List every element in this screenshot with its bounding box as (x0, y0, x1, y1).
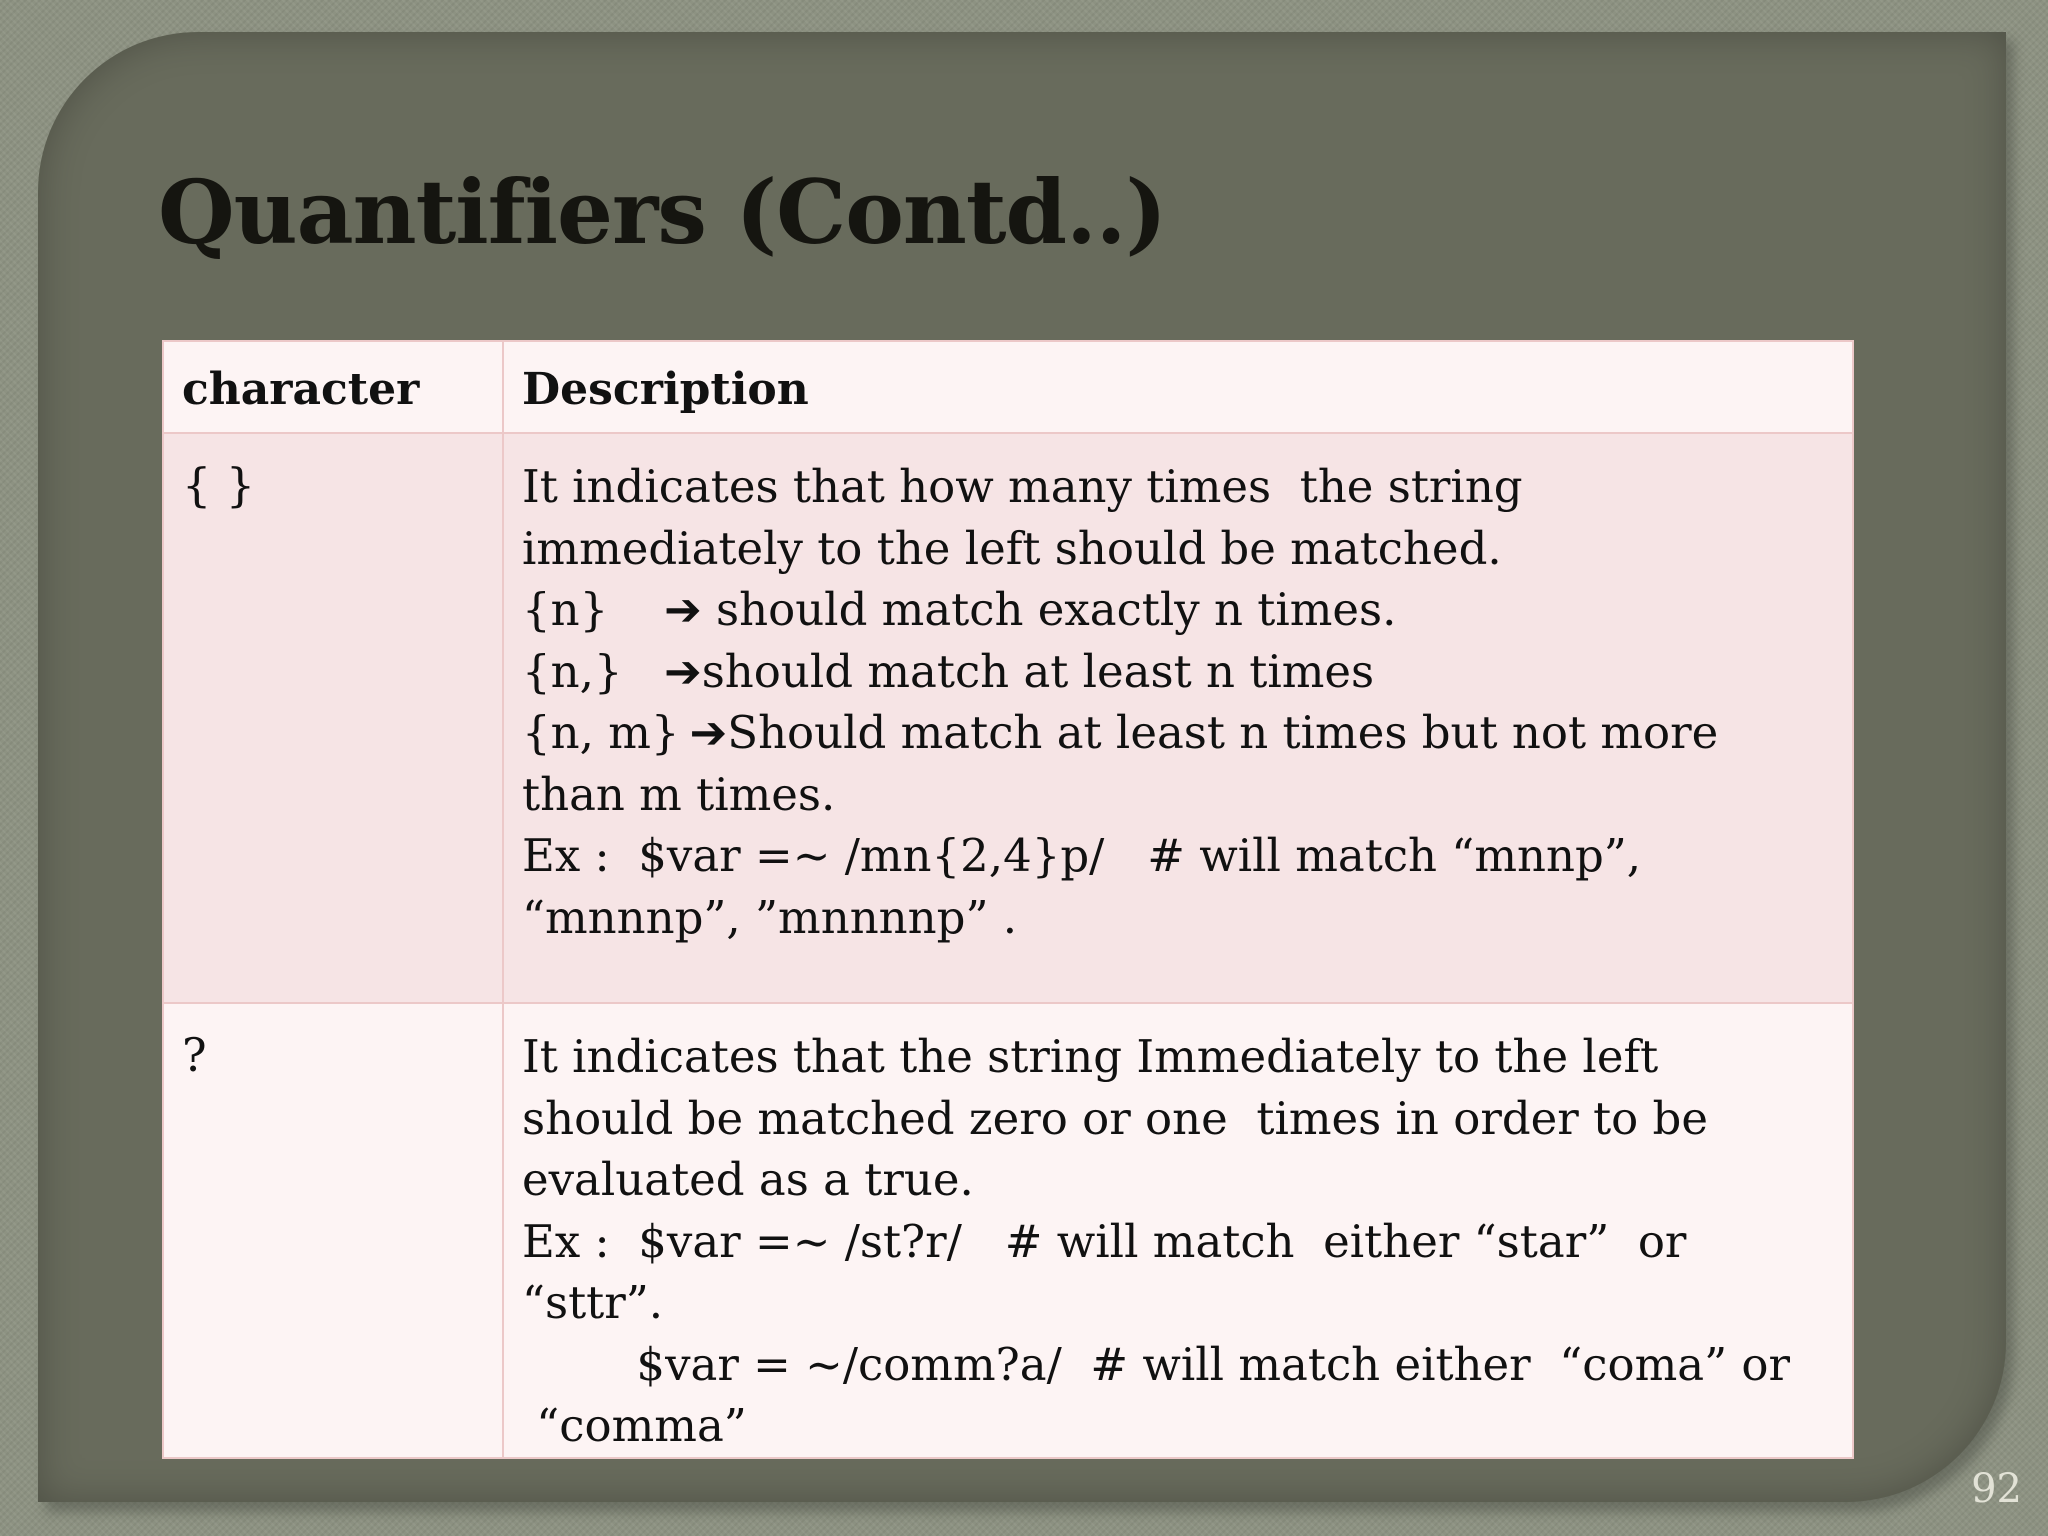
table-header-row (163, 341, 1853, 433)
example-line: Ex : $var =~ /mn{2,4}p/ # will match “mnnp”, (522, 829, 1642, 882)
quantifier-meaning: should match exactly n times. (701, 583, 1397, 636)
table-row (163, 433, 1853, 1003)
quantifier-pattern: {n} (522, 583, 609, 636)
example-line: “sttr”. (522, 1276, 664, 1329)
quantifiers-table (162, 340, 1854, 1459)
example-line: “comma” (522, 1399, 747, 1452)
quantifier-item (522, 702, 1834, 764)
arrow-icon: ➔ (664, 583, 702, 636)
description-cell (503, 433, 1853, 1003)
description-line: It indicates that the string Immediately to the left (522, 1030, 1659, 1083)
column-header-character: character (163, 341, 503, 433)
description-line: immediately to the left should be matched. (522, 521, 1502, 575)
description-line: than m times. (522, 767, 836, 821)
quantifier-item (522, 641, 1834, 703)
description-cell (503, 1003, 1853, 1458)
arrow-icon: ➔ (664, 644, 702, 698)
description-line: evaluated as a true. (522, 1153, 974, 1206)
slide-title: Quantifiers (Contd..) (158, 160, 1166, 264)
quantifier-pattern: {n,} (522, 644, 623, 698)
column-header-description: Description (503, 341, 1853, 433)
description-line: It indicates that how many times the string (522, 460, 1523, 513)
example-line: “mnnnp”, ”mnnnnp” . (522, 890, 1018, 944)
example-line: Ex : $var =~ /st?r/ # will match either “star” or (522, 1214, 1687, 1268)
character-cell: { } (163, 433, 503, 1003)
example-line: $var = ~/comm?a/ # will match either “coma” or (522, 1337, 1790, 1391)
quantifier-meaning: Should match at least n times but not more (727, 706, 1719, 759)
character-cell: ? (163, 1003, 503, 1458)
arrow-icon: ➔ (689, 706, 728, 759)
page-number: 92 (1971, 1466, 2022, 1512)
quantifier-meaning: should match at least n times (701, 644, 1375, 698)
quantifier-item (522, 579, 1834, 641)
description-line: should be matched zero or one times in order to be (522, 1091, 1708, 1145)
table-row (163, 1003, 1853, 1458)
quantifier-pattern: {n, m} (522, 706, 680, 759)
